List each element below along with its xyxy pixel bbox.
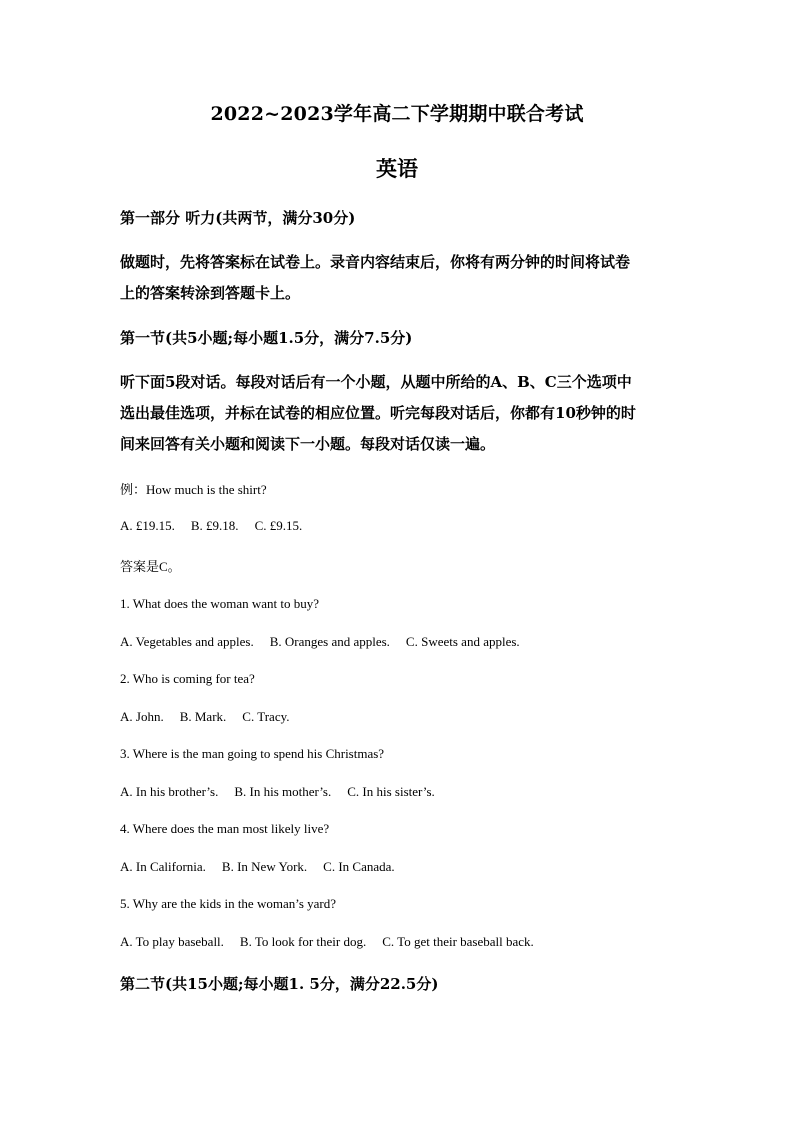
- q1-option-a: A. Vegetables and apples.: [120, 634, 254, 649]
- question-5-options: [120, 934, 550, 950]
- question-3: 3. Where is the man going to spend his Christmas?: [120, 746, 385, 761]
- q4-option-c: C. In Canada.: [323, 859, 395, 874]
- q4-option-b: B. In New York.: [221, 859, 308, 874]
- q3-option-c: C. In his sister’s.: [347, 784, 435, 799]
- part1-instruction-line2: 上的答案转涂到答题卡上。: [120, 284, 301, 302]
- section1-instruction-line2: 选出最佳选项，并标在试卷的相应位置。听完每段对话后，你都有10秒钟的时: [120, 404, 636, 422]
- example-answer: 答案是C。: [120, 559, 181, 574]
- subject-title: 英语: [376, 156, 418, 181]
- q1-option-b: B. Oranges and apples.: [269, 634, 390, 649]
- section1-heading: 第一节(共5小题;每小题1.5分，满分7.5分): [120, 329, 413, 347]
- question-2-options: [120, 709, 306, 725]
- q2-option-b: B. Mark.: [179, 709, 227, 724]
- question-1-options: [120, 634, 536, 650]
- part1-instruction-line1: 做题时，先将答案标在试卷上。录音内容结束后，你将有两分钟的时间将试卷: [120, 253, 631, 271]
- exam-title: 2022~2023学年高二下学期期中联合考试: [210, 103, 584, 125]
- question-1: 1. What does the woman want to buy?: [120, 596, 320, 611]
- question-4: 4. Where does the man most likely live?: [120, 821, 330, 836]
- q3-option-a: A. In his brother’s.: [120, 784, 219, 799]
- question-5: 5. Why are the kids in the woman’s yard?: [120, 896, 337, 911]
- part1-heading: 第一部分 听力(共两节，满分30分): [120, 209, 356, 227]
- section1-instruction-line1: 听下面5段对话。每段对话后有一个小题，从题中所给的A、B、C三个选项中: [120, 373, 632, 391]
- section1-instruction-line3: 间来回答有关小题和阅读下一小题。每段对话仅读一遍。: [120, 435, 496, 453]
- q3-option-b: B. In his mother’s.: [234, 784, 332, 799]
- q4-option-a: A. In California.: [120, 859, 206, 874]
- question-2: 2. Who is coming for tea?: [120, 671, 255, 686]
- q2-option-a: A. John.: [120, 709, 164, 724]
- q2-option-c: C. Tracy.: [242, 709, 290, 724]
- example-option-c: C. £9.15.: [254, 518, 303, 533]
- q5-option-c: C. To get their baseball back.: [382, 934, 534, 949]
- q1-option-c: C. Sweets and apples.: [405, 634, 520, 649]
- example-options: [120, 518, 318, 534]
- example-question: 例：How much is the shirt?: [120, 482, 267, 497]
- example-option-b: B. £9.18.: [190, 518, 239, 533]
- question-3-options: [120, 784, 451, 800]
- q5-option-b: B. To look for their dog.: [239, 934, 367, 949]
- question-4-options: [120, 859, 411, 875]
- example-option-a: A. £19.15.: [120, 518, 175, 533]
- section2-heading: 第二节(共15小题;每小题1. 5分，满分22.5分): [120, 975, 439, 993]
- q5-option-a: A. To play baseball.: [120, 934, 224, 949]
